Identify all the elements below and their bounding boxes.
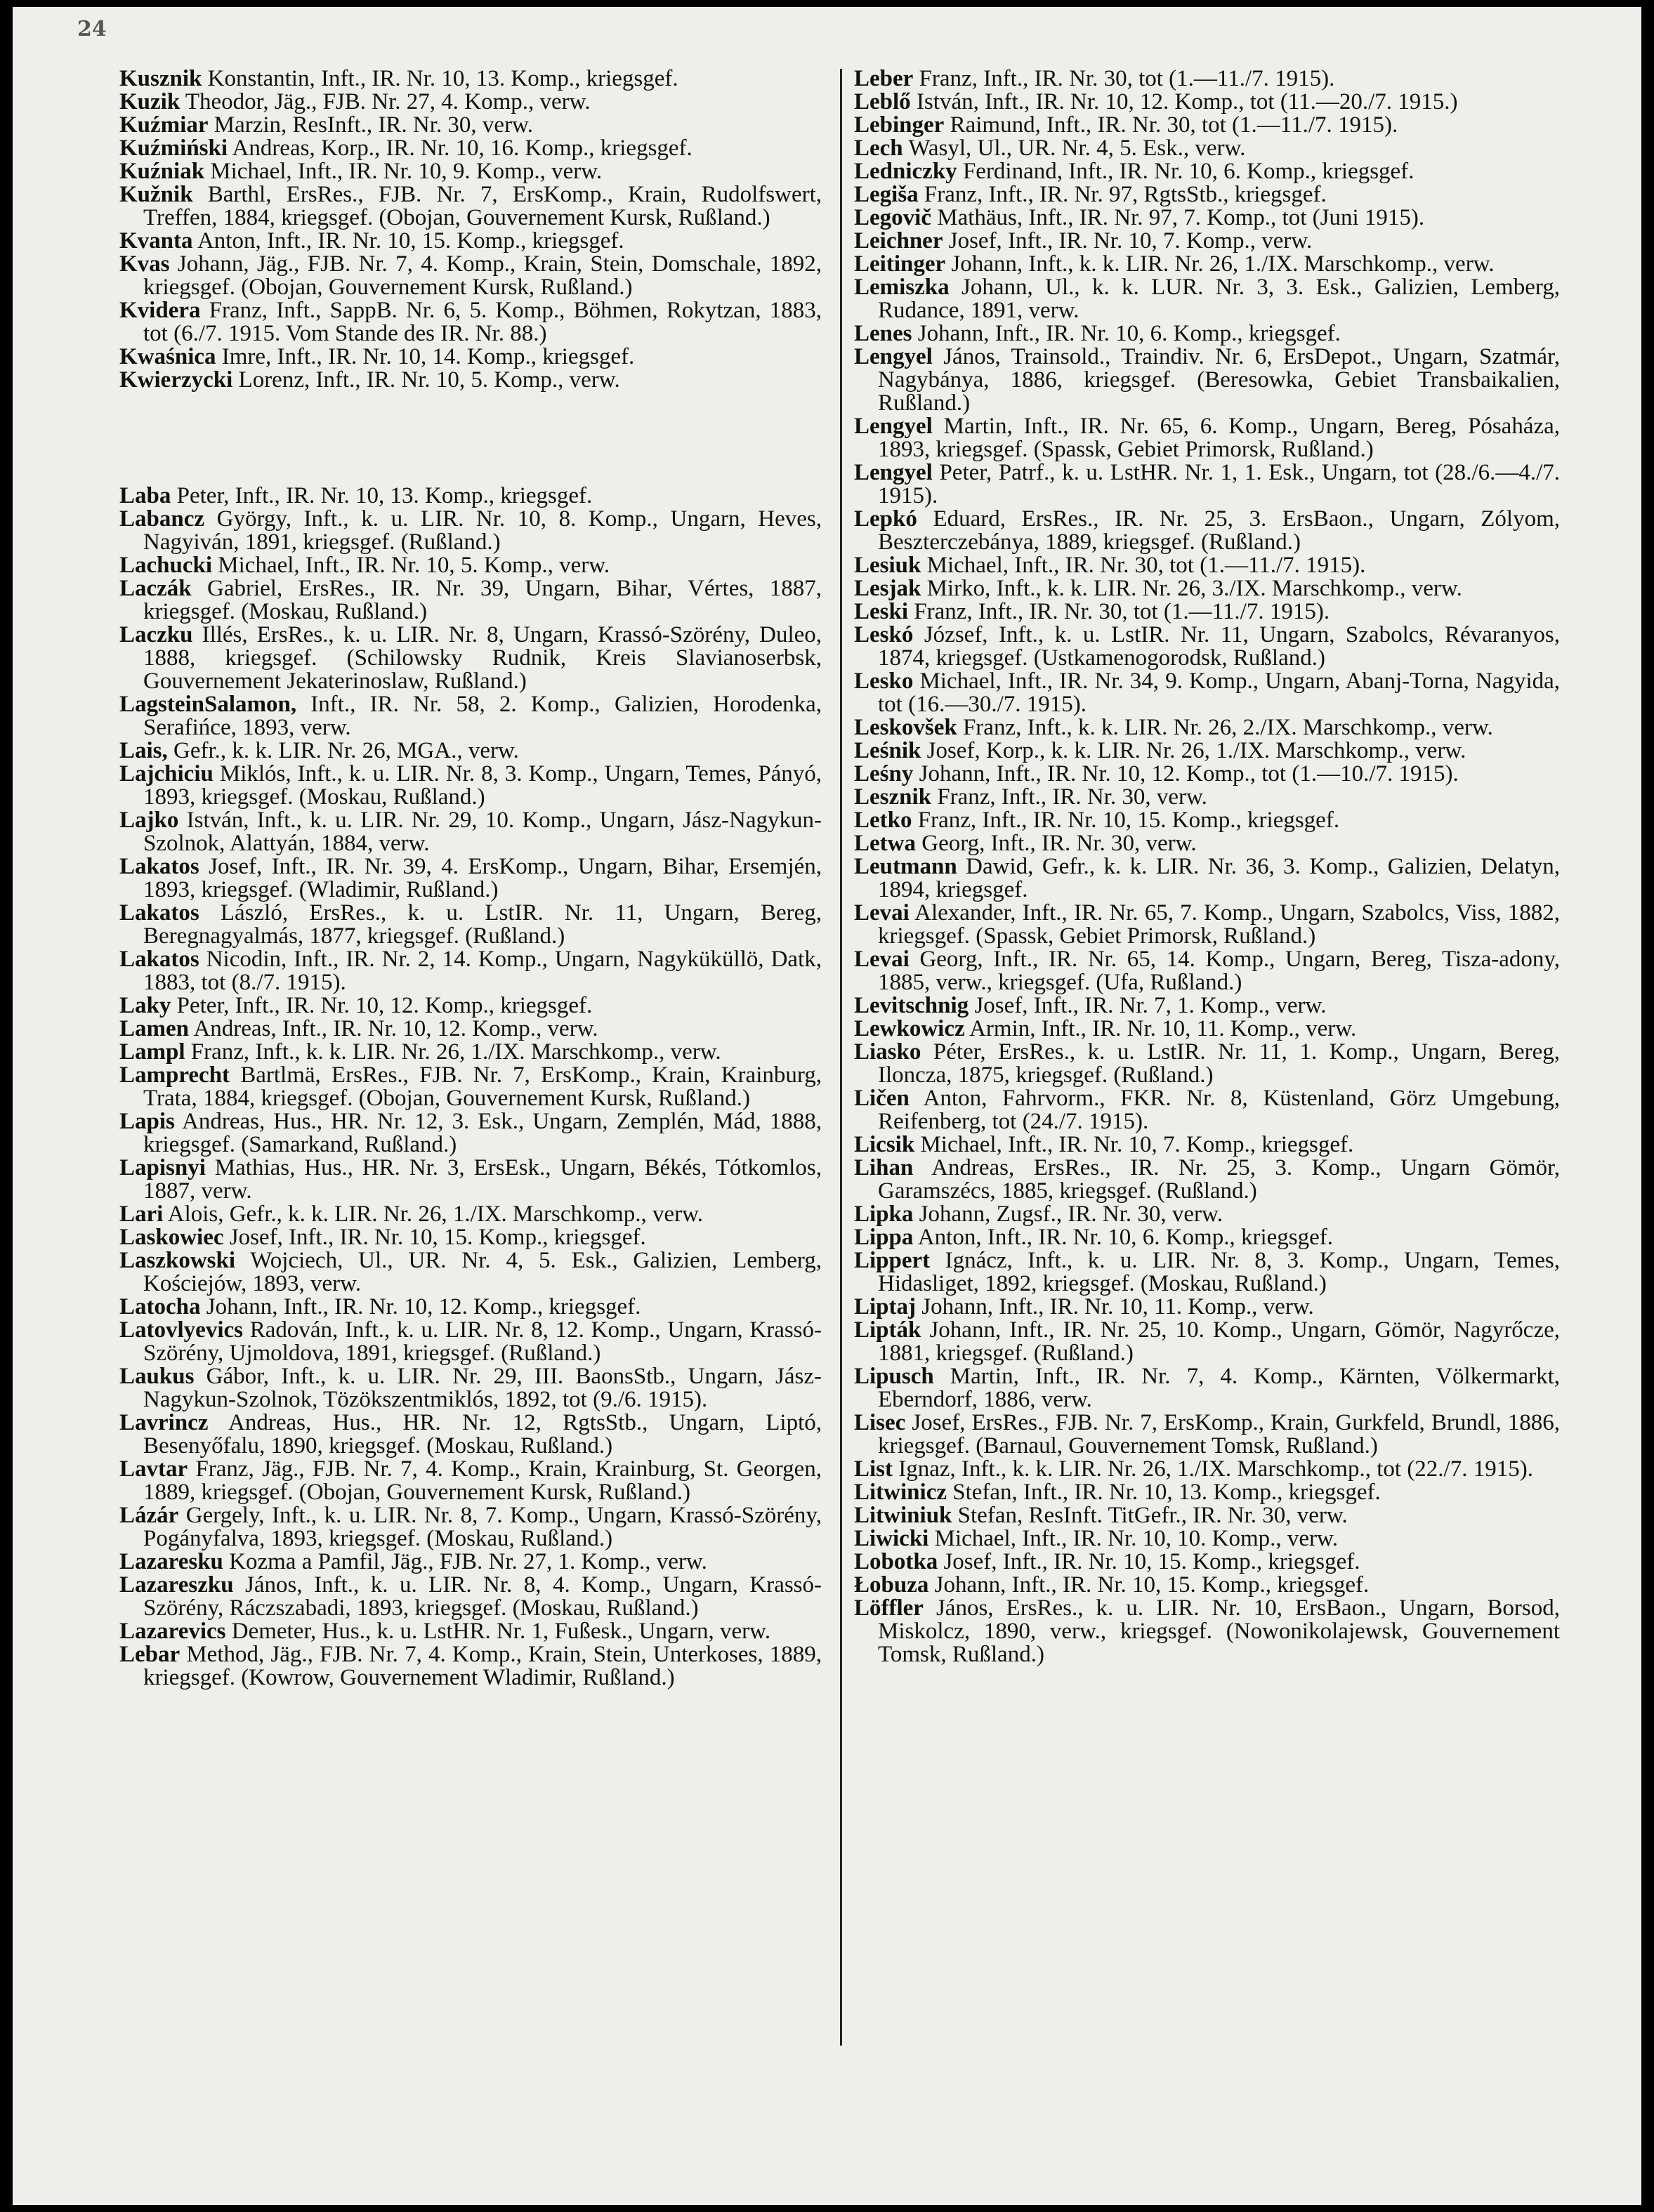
entry-details: Josef, Inft., IR. Nr. 39, 4. ErsKomp., Ungarn, Bihar, Ersemjén, 1893, kriegsgef. (Wladimir, Rußland.) [143, 854, 822, 902]
entry-details: Imre, Inft., IR. Nr. 10, 14. Komp., kriegsgef. [221, 344, 635, 369]
right-column [854, 67, 1560, 1666]
entry-details: Johann, Jäg., FJB. Nr. 7, 4. Komp., Krain, Stein, Domschale, 1892, kriegsgef. (Obojan, Gouvernement Kursk, Rußland.) [143, 251, 822, 300]
entry-surname: Laczák [119, 576, 192, 601]
entry-surname: Lajko [119, 808, 179, 833]
list-entry [119, 577, 822, 624]
list-entry [854, 137, 1560, 160]
entry-surname: Lapis [119, 1109, 175, 1134]
entry-details: Demeter, Hus., k. u. LstHR. Nr. 1, Fußesk., Ungarn, verw. [231, 1619, 771, 1644]
list-entry [854, 1157, 1560, 1203]
entry-details: Péter, ErsRes., k. u. LstIR. Nr. 11, 1. Komp., Ungarn, Bereg, Iloncza, 1875, kriegsgef. (Rußland.) [878, 1039, 1561, 1088]
list-entry [854, 114, 1560, 137]
entry-surname: Łobuza [854, 1572, 929, 1598]
entry-surname: Latovlyevics [119, 1317, 243, 1343]
entry-details: Eduard, ErsRes., IR. Nr. 25, 3. ErsBaon., Ungarn, Zólyom, Beszterczebánya, 1889, kriegsgef. (Rußland.) [878, 506, 1560, 555]
entry-surname: Lengyel [854, 344, 933, 369]
list-entry [854, 91, 1560, 114]
entry-details: Andreas, Korp., IR. Nr. 10, 16. Komp., kriegsgef. [232, 136, 693, 161]
entry-surname: Lakatos [119, 854, 199, 879]
entry-surname: Liwicki [854, 1526, 929, 1551]
entry-surname: Lenes [854, 321, 912, 346]
list-entry [854, 253, 1560, 276]
entry-surname: Kvas [119, 251, 170, 277]
entry-details: Johann, Ul., k. k. LUR. Nr. 3, 3. Esk., Galizien, Lemberg, Rudance, 1891, verw. [878, 275, 1561, 323]
entry-surname: Litwinicz [854, 1480, 947, 1505]
list-entry [854, 160, 1560, 183]
entry-details: Peter, Inft., IR. Nr. 10, 13. Komp., kriegsgef. [176, 483, 593, 508]
list-entry [119, 1018, 822, 1041]
entry-surname: Levai [854, 947, 910, 972]
entry-surname: Kvidera [119, 298, 201, 323]
entry-details: Ignaz, Inft., k. k. LIR. Nr. 26, 1./IX. Marschkomp., tot (22./7. 1915). [898, 1456, 1533, 1482]
entry-details: Michael, Inft., IR. Nr. 10, 7. Komp., kriegsgef. [920, 1132, 1354, 1157]
list-entry [854, 276, 1560, 322]
list-entry [854, 183, 1560, 206]
entry-surname: Lavrincz [119, 1410, 209, 1435]
entry-details: Andreas, ErsRes., IR. Nr. 25, 3. Komp., Ungarn Gömör, Garamszécs, 1885, kriegsgef. (Rußland.) [878, 1155, 1560, 1204]
list-entry [854, 322, 1560, 345]
entry-surname: Lipusch [854, 1364, 934, 1389]
list-entry [119, 114, 822, 137]
list-entry [854, 1296, 1560, 1319]
entry-surname: Leber [854, 66, 914, 91]
entry-surname: Liasko [854, 1039, 921, 1065]
list-entry [119, 1643, 822, 1690]
entry-surname: Lech [854, 136, 903, 161]
entry-surname: LagsteinSalamon, [119, 692, 297, 717]
entry-surname: Kusznik [119, 66, 202, 91]
entry-details: Franz, Inft., k. k. LIR. Nr. 26, 1./IX. Marschkomp., verw. [190, 1039, 721, 1065]
entry-surname: Leitinger [854, 251, 946, 277]
entry-surname: Lamprecht [119, 1062, 230, 1088]
entry-details: Alois, Gefr., k. k. LIR. Nr. 26, 1./IX. Marschkomp., verw. [167, 1202, 704, 1227]
entry-details: Kozma a Pamfil, Jäg., FJB. Nr. 27, 1. Komp., verw. [229, 1549, 707, 1574]
list-entry [854, 1018, 1560, 1041]
list-entry [854, 902, 1560, 948]
entry-surname: Letwa [854, 831, 916, 856]
entry-surname: Labancz [119, 506, 205, 532]
entry-surname: Leskó [854, 622, 914, 647]
entry-details: Franz, Inft., k. k. LIR. Nr. 26, 2./IX. Marschkomp., verw. [962, 715, 1493, 740]
list-entry [119, 1551, 822, 1574]
list-entry [854, 1226, 1560, 1249]
list-entry [854, 670, 1560, 716]
entry-details: János, Inft., k. u. LIR. Nr. 8, 4. Komp., Ungarn, Krassó-Szörény, Ráczszabadi, 1893, kriegsgef. (Moskau, Rußland.) [143, 1572, 822, 1621]
list-entry [119, 1203, 822, 1226]
list-entry [119, 1319, 822, 1365]
list-entry [119, 345, 822, 369]
entry-details: Anton, Inft., IR. Nr. 10, 6. Komp., kriegsgef. [917, 1225, 1334, 1250]
list-entry [854, 832, 1560, 855]
list-entry [119, 1296, 822, 1319]
entry-surname: Kuzik [119, 89, 181, 114]
entry-details: József, Inft., k. u. LstIR. Nr. 11, Ungarn, Szabolcs, Révaranyos, 1874, kriegsgef. (Ustkamenogorodsk, Rußland.) [878, 622, 1560, 671]
list-entry [119, 948, 822, 994]
list-entry [854, 67, 1560, 91]
entry-surname: List [854, 1456, 893, 1482]
entry-surname: Kuźmiński [119, 136, 228, 161]
entry-details: Andreas, Hus., HR. Nr. 12, 3. Esk., Ungarn, Zemplén, Mád, 1888, kriegsgef. (Samarkand, Rußland.) [143, 1109, 822, 1157]
entry-details: Georg, Inft., IR. Nr. 30, verw. [921, 831, 1197, 856]
entry-details: Martin, Inft., IR. Nr. 7, 4. Komp., Kärnten, Völkermarkt, Eberndorf, 1886, verw. [878, 1364, 1560, 1412]
entry-details: Ignácz, Inft., k. u. LIR. Nr. 8, 3. Komp., Ungarn, Temes, Hidasliget, 1892, kriegsgef. (Moskau, Rußland.) [878, 1248, 1561, 1296]
entry-surname: Lakatos [119, 947, 199, 972]
entry-surname: Lipka [854, 1202, 914, 1227]
entry-details: Josef, ErsRes., FJB. Nr. 7, ErsKomp., Krain, Gurkfeld, Brundl, 1886, kriegsgef. (Barnaul, Gouvernement Tomsk, Rußland.) [878, 1410, 1561, 1459]
entry-surname: Lisec [854, 1410, 906, 1435]
entry-details: Mathäus, Inft., IR. Nr. 97, 7. Komp., tot (Juni 1915). [937, 205, 1425, 230]
entry-surname: Lazarevics [119, 1619, 226, 1644]
entry-details: Michael, Inft., IR. Nr. 10, 9. Komp., verw. [210, 159, 603, 184]
entry-details: Theodor, Jäg., FJB. Nr. 27, 4. Komp., verw. [185, 89, 591, 114]
entry-surname: Lepkó [854, 506, 917, 532]
entry-surname: Lengyel [854, 414, 933, 439]
entry-details: Johann, Inft., IR. Nr. 10, 11. Komp., verw. [921, 1294, 1314, 1319]
list-entry [854, 1574, 1560, 1597]
list-entry [854, 739, 1560, 763]
list-entry [119, 1458, 822, 1504]
entry-details: Alexander, Inft., IR. Nr. 65, 7. Komp., Ungarn, Szabolcs, Viss, 1882, kriegsgef. (Spassk, Gebiet Primorsk, Rußland.) [878, 900, 1560, 949]
entry-surname: Leutmann [854, 854, 957, 879]
entry-surname: Löffler [854, 1595, 924, 1621]
entry-surname: Lesjak [854, 576, 921, 601]
list-entry [119, 693, 822, 739]
list-entry [119, 160, 822, 183]
entry-details: Franz, Inft., IR. Nr. 30, verw. [937, 784, 1207, 810]
entry-details: Andreas, Hus., HR. Nr. 12, RgtsStb., Ungarn, Liptó, Besenyőfalu, 1890, kriegsgef. (Moskau, Rußland.) [143, 1410, 822, 1459]
list-entry [119, 91, 822, 114]
entry-details: István, Inft., IR. Nr. 10, 12. Komp., tot (11.—20./7. 1915.) [916, 89, 1458, 114]
entry-details: Josef, Korp., k. k. LIR. Nr. 26, 1./IX. Marschkomp., verw. [926, 738, 1466, 763]
entry-details: Johann, Zugsf., IR. Nr. 30, verw. [919, 1202, 1223, 1227]
entry-surname: Letko [854, 808, 912, 833]
list-entry [854, 1458, 1560, 1481]
entry-details: Konstantin, Inft., IR. Nr. 10, 13. Komp., kriegsgef. [207, 66, 678, 91]
list-entry [119, 1365, 822, 1411]
list-entry [119, 763, 822, 809]
entry-details: Armin, Inft., IR. Nr. 10, 11. Komp., verw. [969, 1016, 1357, 1041]
list-entry [854, 1041, 1560, 1087]
list-entry [119, 183, 822, 230]
entry-details: Anton, Inft., IR. Nr. 10, 15. Komp., kriegsgef. [197, 228, 624, 254]
entry-surname: Ledniczky [854, 159, 957, 184]
entry-details: Michael, Inft., IR. Nr. 30, tot (1.—11./7. 1915). [926, 553, 1366, 578]
entry-surname: Kuźniak [119, 159, 205, 184]
entry-details: Mirko, Inft., k. k. LIR. Nr. 26, 3./IX. Marschkomp., verw. [926, 576, 1462, 601]
entry-details: Anton, Fahrvorm., FKR. Nr. 8, Küstenland, Görz Umgebung, Reifenberg, tot (24./7. 1915). [878, 1086, 1560, 1134]
entry-surname: Legovič [854, 205, 931, 230]
entry-details: Josef, Inft., IR. Nr. 10, 15. Komp., kriegsgef. [229, 1225, 646, 1250]
entry-details: László, ErsRes., k. u. LstIR. Nr. 11, Ungarn, Bereg, Beregnagyalmás, 1877, kriegsgef. (Rußland.) [143, 900, 822, 949]
entry-surname: Lavtar [119, 1456, 188, 1482]
entry-surname: Laskowiec [119, 1225, 224, 1250]
entry-details: Josef, Inft., IR. Nr. 7, 1. Komp., verw. [974, 993, 1327, 1018]
entry-details: István, Inft., k. u. LIR. Nr. 29, 10. Komp., Ungarn, Jász-Nagykun-Szolnok, Alattyán, 1884, verw. [143, 808, 822, 856]
list-entry [119, 230, 822, 253]
list-entry [119, 855, 822, 902]
list-entry [119, 1041, 822, 1064]
list-entry [119, 508, 822, 554]
entry-details: Nicodin, Inft., IR. Nr. 2, 14. Komp., Ungarn, Nagyküküllö, Datk, 1883, tot (8./7. 1915). [143, 947, 822, 995]
entry-surname: Kuźmiar [119, 112, 209, 138]
list-entry [119, 253, 822, 299]
entry-surname: Lajchiciu [119, 761, 214, 786]
list-entry [119, 1411, 822, 1458]
list-entry [854, 786, 1560, 809]
list-entry [119, 67, 822, 91]
entry-details: Franz, Inft., SappB. Nr. 6, 5. Komp., Böhmen, Rokytzan, 1883, tot (6./7. 1915. Vom Stande des IR. Nr. 88.) [143, 298, 822, 346]
list-entry [854, 809, 1560, 832]
list-entry [854, 624, 1560, 670]
list-entry [854, 1527, 1560, 1551]
entry-surname: Kwaśnica [119, 344, 216, 369]
entry-surname: Leśny [854, 761, 914, 786]
list-entry [119, 485, 822, 508]
entry-surname: Lachucki [119, 553, 213, 578]
entry-surname: Lazaresku [119, 1549, 223, 1574]
entry-surname: Latocha [119, 1294, 201, 1319]
entry-surname: Lais, [119, 738, 168, 763]
entry-surname: Laczku [119, 622, 193, 647]
page-number: 24 [77, 17, 107, 41]
entry-surname: Litwiniuk [854, 1503, 952, 1528]
entry-surname: Lesznik [854, 784, 932, 810]
entry-details: Johann, Inft., IR. Nr. 10, 6. Komp., kriegsgef. [917, 321, 1341, 346]
list-entry [119, 137, 822, 160]
entry-details: Mathias, Hus., HR. Nr. 3, ErsEsk., Ungarn, Békés, Tótkomlos, 1887, verw. [143, 1155, 822, 1204]
entry-details: Johann, Inft., k. k. LIR. Nr. 26, 1./IX. Marschkomp., verw. [951, 251, 1495, 277]
list-entry [854, 1481, 1560, 1504]
entry-surname: Kvanta [119, 228, 193, 254]
entry-surname: Laszkowski [119, 1248, 236, 1273]
list-entry [854, 508, 1560, 554]
entry-surname: Lipták [854, 1317, 921, 1343]
entry-details: Gábor, Inft., k. u. LIR. Nr. 29, III. BaonsStb., Ungarn, Jász-Nagykun-Szolnok, Tözökszentmiklós, 1892, tot (9./6. 1915). [143, 1364, 822, 1412]
entry-surname: Leskovšek [854, 715, 957, 740]
entry-details: Stefan, ResInft. TitGefr., IR. Nr. 30, verw. [957, 1503, 1348, 1528]
entry-surname: Leichner [854, 228, 943, 254]
entry-surname: Laky [119, 993, 171, 1018]
list-entry [854, 716, 1560, 739]
entry-surname: Lebar [119, 1642, 181, 1667]
list-entry [854, 1411, 1560, 1458]
entry-details: Franz, Inft., IR. Nr. 30, tot (1.—11./7. 1915). [914, 599, 1330, 624]
entry-details: Michael, Inft., IR. Nr. 34, 9. Komp., Ungarn, Abanj-Torna, Nagyida, tot (16.—30./7. 1915). [878, 669, 1561, 717]
entry-surname: Lippert [854, 1248, 931, 1273]
list-entry [119, 369, 822, 392]
entry-details: Franz, Inft., IR. Nr. 97, RgtsStb., kriegsgef. [924, 182, 1327, 207]
entry-details: Martin, Inft., IR. Nr. 65, 6. Komp., Ungarn, Bereg, Pósaháza, 1893, kriegsgef. (Spassk, Gebiet Primorsk, Rußland.) [878, 414, 1561, 462]
entry-surname: Leblő [854, 89, 911, 114]
list-entry [854, 1249, 1560, 1296]
entry-details: Andreas, Inft., IR. Nr. 10, 12. Komp., verw. [193, 1016, 598, 1041]
entry-surname: Leśnik [854, 738, 921, 763]
entry-surname: Lázár [119, 1503, 179, 1528]
entry-details: Michael, Inft., IR. Nr. 10, 10. Komp., verw. [934, 1526, 1338, 1551]
entry-details: Method, Jäg., FJB. Nr. 7, 4. Komp., Krain, Stein, Unterkoses, 1889, kriegsgef. (Kowrow, Gouvernement Wladimir, Rußland.) [143, 1642, 822, 1690]
section-gap [119, 392, 822, 485]
list-entry [119, 809, 822, 855]
entry-details: Gefr., k. k. LIR. Nr. 26, MGA., verw. [173, 738, 519, 763]
entry-details: Peter, Patrf., k. u. LstHR. Nr. 1, 1. Esk., Ungarn, tot (28./6.—4./7. 1915). [878, 460, 1560, 508]
entry-surname: Lazareszku [119, 1572, 234, 1598]
entry-surname: Lapisnyi [119, 1155, 206, 1180]
entry-surname: Lebinger [854, 112, 945, 138]
entry-details: Wasyl, Ul., UR. Nr. 4, 5. Esk., verw. [908, 136, 1246, 161]
list-entry [854, 1133, 1560, 1157]
entry-details: Wojciech, Ul., UR. Nr. 4, 5. Esk., Galizien, Lemberg, Kościejów, 1893, verw. [143, 1248, 822, 1296]
list-entry [854, 1597, 1560, 1666]
entry-surname: Liptaj [854, 1294, 917, 1319]
entry-details: Marzin, ResInft., IR. Nr. 30, verw. [214, 112, 533, 138]
entry-details: Gergely, Inft., k. u. LIR. Nr. 8, 7. Komp., Ungarn, Krassó-Szörény, Pogányfalva, 1893, kriegsgef. (Moskau, Rußland.) [143, 1503, 822, 1551]
list-entry [119, 1064, 822, 1110]
entry-details: Georg, Inft., IR. Nr. 65, 14. Komp., Ungarn, Bereg, Tisza-adony, 1885, verw., kriegsgef. (Ufa, Rußland.) [878, 947, 1561, 995]
entry-surname: Ličen [854, 1086, 910, 1111]
entry-details: Barthl, ErsRes., FJB. Nr. 7, ErsKomp., Krain, Rudolfswert, Treffen, 1884, kriegsgef. (Obojan, Gouvernement Kursk, Rußland.) [143, 182, 822, 230]
entry-surname: Leski [854, 599, 909, 624]
list-entry [854, 1504, 1560, 1527]
list-entry [854, 461, 1560, 508]
list-entry [854, 1087, 1560, 1133]
list-entry [119, 1226, 822, 1249]
list-entry [119, 624, 822, 693]
entry-details: Peter, Inft., IR. Nr. 10, 12. Komp., kriegsgef. [176, 993, 593, 1018]
list-entry [854, 1365, 1560, 1411]
entry-surname: Lakatos [119, 900, 199, 926]
entry-details: Gabriel, ErsRes., IR. Nr. 39, Ungarn, Bihar, Vértes, 1887, kriegsgef. (Moskau, Rußland.) [143, 576, 822, 624]
list-entry [854, 1203, 1560, 1226]
list-entry [854, 206, 1560, 230]
list-entry [854, 994, 1560, 1018]
list-entry [119, 1110, 822, 1157]
entry-surname: Lewkowicz [854, 1016, 965, 1041]
list-entry [854, 1319, 1560, 1365]
entry-surname: Laba [119, 483, 171, 508]
column-divider [840, 69, 842, 2046]
entry-details: János, ErsRes., k. u. LIR. Nr. 10, ErsBaon., Ungarn, Borsod, Miskolcz, 1890, verw., kriegsgef. (Nowonikolajewsk, Gouvernement Tomsk, Rußland.) [878, 1595, 1561, 1667]
list-entry [854, 855, 1560, 902]
entry-details: Franz, Inft., IR. Nr. 30, tot (1.—11./7. 1915). [919, 66, 1335, 91]
entry-details: Miklós, Inft., k. u. LIR. Nr. 8, 3. Komp., Ungarn, Temes, Pányó, 1893, kriegsgef. (Moskau, Rußland.) [143, 761, 822, 810]
entry-surname: Lesko [854, 669, 914, 694]
entry-details: Johann, Inft., IR. Nr. 10, 12. Komp., tot (1.—10./7. 1915). [919, 761, 1459, 786]
list-entry [854, 345, 1560, 415]
entry-details: Josef, Inft., IR. Nr. 10, 15. Komp., kriegsgef. [943, 1549, 1360, 1574]
entry-surname: Lesiuk [854, 553, 921, 578]
entry-surname: Lamen [119, 1016, 189, 1041]
entry-details: Inft., IR. Nr. 58, 2. Komp., Galizien, Horodenka, Serafińce, 1893, verw. [143, 692, 822, 740]
list-entry [119, 1574, 822, 1620]
entry-surname: Lari [119, 1202, 164, 1227]
entry-details: Franz, Jäg., FJB. Nr. 7, 4. Komp., Krain, Krainburg, St. Georgen, 1889, kriegsgef. (Obojan, Gouvernement Kursk, Rußland.) [143, 1456, 822, 1505]
list-entry [854, 1551, 1560, 1574]
entry-surname: Levai [854, 900, 910, 926]
entry-details: Ferdinand, Inft., IR. Nr. 10, 6. Komp., kriegsgef. [962, 159, 1415, 184]
page [13, 7, 1641, 2205]
entry-details: Raimund, Inft., IR. Nr. 30, tot (1.—11./7. 1915). [950, 112, 1398, 138]
entry-surname: Licsik [854, 1132, 915, 1157]
entry-surname: Levitschnig [854, 993, 969, 1018]
entry-surname: Lihan [854, 1155, 914, 1180]
entry-details: Johann, Inft., IR. Nr. 25, 10. Komp., Ungarn, Gömör, Nagyrőcze, 1881, kriegsgef. (Rußland.) [878, 1317, 1560, 1366]
entry-surname: Lemiszka [854, 275, 950, 300]
list-entry [119, 1504, 822, 1551]
list-entry [119, 739, 822, 763]
list-entry [854, 230, 1560, 253]
entry-details: György, Inft., k. u. LIR. Nr. 10, 8. Komp., Ungarn, Heves, Nagyiván, 1891, kriegsgef. (Rußland.) [143, 506, 822, 555]
list-entry [854, 415, 1560, 461]
entry-details: Illés, ErsRes., k. u. LIR. Nr. 8, Ungarn, Krassó-Szörény, Duleo, 1888, kriegsgef. (Schilowsky Rudnik, Kreis Slavianoserbsk, Gouvernement Jekaterinoslaw, Rußland.) [143, 622, 822, 694]
list-entry [119, 1249, 822, 1296]
entry-surname: Lippa [854, 1225, 914, 1250]
entry-details: Bartlmä, ErsRes., FJB. Nr. 7, ErsKomp., Krain, Krainburg, Trata, 1884, kriegsgef. (Obojan, Gouvernement Kursk, Rußland.) [143, 1062, 822, 1111]
entry-surname: Legiša [854, 182, 919, 207]
list-entry [119, 994, 822, 1018]
list-entry [854, 554, 1560, 577]
entry-surname: Lampl [119, 1039, 185, 1065]
list-entry [119, 554, 822, 577]
list-entry [119, 1620, 822, 1643]
list-entry [854, 948, 1560, 994]
entry-details: Josef, Inft., IR. Nr. 10, 7. Komp., verw. [948, 228, 1313, 254]
entry-details: Michael, Inft., IR. Nr. 10, 5. Komp., verw. [218, 553, 610, 578]
entry-surname: Kwierzycki [119, 367, 233, 393]
entry-details: Stefan, Inft., IR. Nr. 10, 13. Komp., kriegsgef. [952, 1480, 1381, 1505]
list-entry [119, 902, 822, 948]
list-entry [854, 763, 1560, 786]
list-entry [119, 1157, 822, 1203]
entry-details: Dawid, Gefr., k. k. LIR. Nr. 36, 3. Komp., Galizien, Delatyn, 1894, kriegsgef. [878, 854, 1561, 902]
entry-surname: Kužnik [119, 182, 193, 207]
entry-details: Johann, Inft., IR. Nr. 10, 15. Komp., kriegsgef. [934, 1572, 1370, 1598]
left-column [119, 67, 822, 1690]
entry-surname: Laukus [119, 1364, 195, 1389]
entry-details: Franz, Inft., IR. Nr. 10, 15. Komp., kriegsgef. [917, 808, 1340, 833]
entry-details: János, Trainsold., Traindiv. Nr. 6, ErsDepot., Ungarn, Szatmár, Nagybánya, 1886, kriegsgef. (Beresowka, Gebiet Transbaikalien, Rußland.) [878, 344, 1560, 416]
entry-details: Lorenz, Inft., IR. Nr. 10, 5. Komp., verw. [238, 367, 620, 393]
entry-details: Radován, Inft., k. u. LIR. Nr. 8, 12. Komp., Ungarn, Krassó-Szörény, Ujmoldova, 1891, kriegsgef. (Rußland.) [143, 1317, 822, 1366]
entry-surname: Lengyel [854, 460, 933, 485]
list-entry [119, 299, 822, 345]
entry-details: Johann, Inft., IR. Nr. 10, 12. Komp., kriegsgef. [206, 1294, 641, 1319]
list-entry [854, 600, 1560, 624]
entry-surname: Lobotka [854, 1549, 938, 1574]
list-entry [854, 577, 1560, 600]
